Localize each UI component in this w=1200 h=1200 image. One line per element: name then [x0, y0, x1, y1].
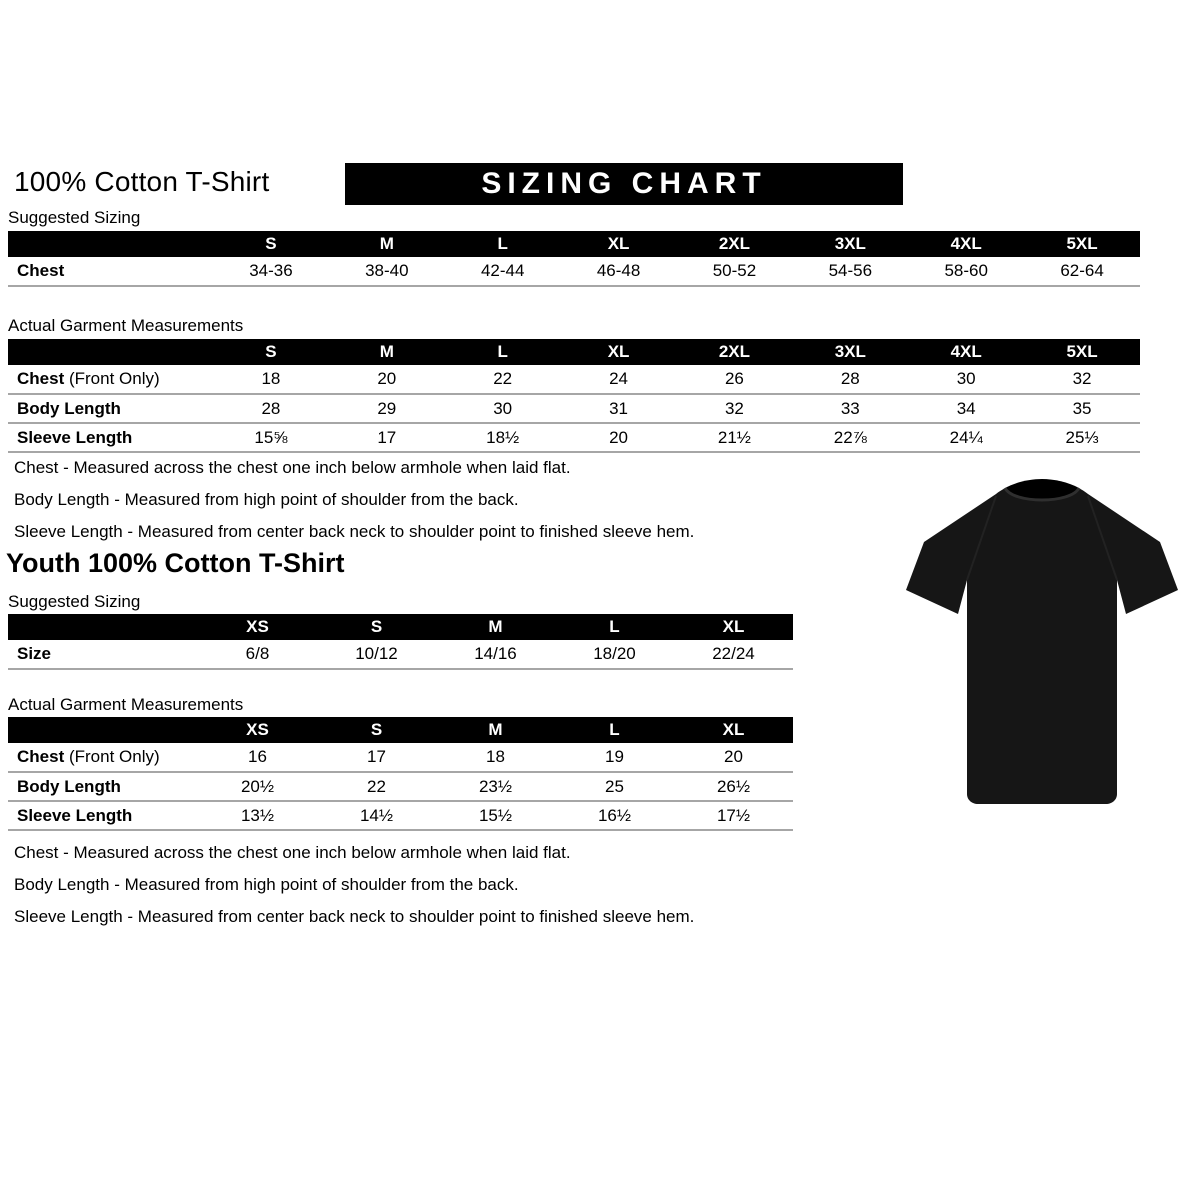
adult-note-sleeve-length: Sleeve Length - Measured from center back neck to shoulder point to finished sleeve hem.: [14, 522, 695, 541]
table-row: [8, 365, 1140, 394]
cell-value: 22: [445, 365, 561, 394]
cell-value: 21½: [677, 423, 793, 452]
cell-value: 33: [792, 394, 908, 423]
cell-value: 24¼: [908, 423, 1024, 452]
size-header-spacer: [8, 339, 213, 365]
size-column-header: XL: [674, 614, 793, 640]
cell-value: 30: [908, 365, 1024, 394]
cell-value: 22⅞: [792, 423, 908, 452]
cell-value: 20: [329, 365, 445, 394]
adult-actual-measurements-label: Actual Garment Measurements: [8, 316, 244, 335]
size-column-header: XL: [561, 339, 677, 365]
size-header-spacer: [8, 231, 213, 257]
size-column-header: S: [317, 717, 436, 743]
row-label: Sleeve Length: [8, 423, 213, 452]
size-column-header: XL: [561, 231, 677, 257]
adult-note-body-length: Body Length - Measured from high point of shoulder from the back.: [14, 490, 519, 509]
size-column-header: S: [213, 339, 329, 365]
size-column-header: M: [436, 717, 555, 743]
cell-value: 20: [674, 743, 793, 772]
cell-value: 16½: [555, 801, 674, 830]
adult-notes: [14, 458, 694, 554]
size-column-header: 3XL: [792, 231, 908, 257]
cell-value: 20½: [198, 772, 317, 801]
size-column-header: 5XL: [1024, 231, 1140, 257]
cell-value: 15½: [436, 801, 555, 830]
size-column-header: M: [329, 339, 445, 365]
adult-actual-measurements-table: [8, 339, 1140, 453]
size-column-header: L: [555, 717, 674, 743]
cell-value: 32: [1024, 365, 1140, 394]
size-column-header: L: [555, 614, 674, 640]
cell-value: 15⅝: [213, 423, 329, 452]
table-row: [8, 772, 793, 801]
adult-note-chest: Chest - Measured across the chest one inch below armhole when laid flat.: [14, 458, 571, 477]
cell-value: 31: [561, 394, 677, 423]
table-row: [8, 640, 793, 669]
size-column-header: 2XL: [677, 231, 793, 257]
size-column-header: L: [445, 231, 561, 257]
cell-value: 6/8: [198, 640, 317, 669]
cell-value: 62-64: [1024, 257, 1140, 286]
cell-value: 42-44: [445, 257, 561, 286]
sizing-chart-banner: SIZING CHART: [345, 163, 903, 205]
size-column-header: L: [445, 339, 561, 365]
cell-value: 13½: [198, 801, 317, 830]
youth-note-sleeve-length: Sleeve Length - Measured from center back neck to shoulder point to finished sleeve hem.: [14, 907, 695, 926]
cell-value: 26: [677, 365, 793, 394]
cell-value: 22: [317, 772, 436, 801]
page-title: 100% Cotton T-Shirt: [14, 166, 270, 197]
size-column-header: 4XL: [908, 231, 1024, 257]
cell-value: 17½: [674, 801, 793, 830]
cell-value: 18: [436, 743, 555, 772]
table-row: [8, 257, 1140, 286]
table-row: [8, 423, 1140, 452]
cell-value: 18/20: [555, 640, 674, 669]
cell-value: 26½: [674, 772, 793, 801]
tshirt-icon: [892, 468, 1192, 820]
cell-value: 14/16: [436, 640, 555, 669]
cell-value: 17: [329, 423, 445, 452]
cell-value: 34-36: [213, 257, 329, 286]
cell-value: 14½: [317, 801, 436, 830]
table-row: [8, 394, 1140, 423]
size-column-header: 4XL: [908, 339, 1024, 365]
size-column-header: XL: [674, 717, 793, 743]
size-header-spacer: [8, 717, 198, 743]
size-column-header: S: [213, 231, 329, 257]
cell-value: 28: [213, 394, 329, 423]
row-label: Chest (Front Only): [8, 365, 213, 394]
cell-value: 29: [329, 394, 445, 423]
size-column-header: M: [436, 614, 555, 640]
cell-value: 23½: [436, 772, 555, 801]
row-label: Chest (Front Only): [8, 743, 198, 772]
cell-value: 46-48: [561, 257, 677, 286]
cell-value: 58-60: [908, 257, 1024, 286]
size-column-header: XS: [198, 717, 317, 743]
youth-note-body-length: Body Length - Measured from high point of shoulder from the back.: [14, 875, 519, 894]
table-row: [8, 743, 793, 772]
cell-value: 32: [677, 394, 793, 423]
youth-suggested-sizing-label: Suggested Sizing: [8, 592, 141, 611]
table-row: [8, 801, 793, 830]
row-label: Size: [8, 640, 198, 669]
adult-suggested-sizing-label: Suggested Sizing: [8, 208, 141, 227]
cell-value: 19: [555, 743, 674, 772]
size-column-header: XS: [198, 614, 317, 640]
youth-suggested-sizing-table: [8, 614, 793, 670]
size-column-header: S: [317, 614, 436, 640]
cell-value: 38-40: [329, 257, 445, 286]
size-column-header: M: [329, 231, 445, 257]
cell-value: 34: [908, 394, 1024, 423]
row-label: Body Length: [8, 394, 213, 423]
size-column-header: 2XL: [677, 339, 793, 365]
youth-note-chest: Chest - Measured across the chest one inch below armhole when laid flat.: [14, 843, 571, 862]
cell-value: 25⅓: [1024, 423, 1140, 452]
cell-value: 17: [317, 743, 436, 772]
cell-value: 20: [561, 423, 677, 452]
youth-notes: [14, 843, 694, 939]
row-label: Body Length: [8, 772, 198, 801]
size-column-header: 3XL: [792, 339, 908, 365]
cell-value: 50-52: [677, 257, 793, 286]
cell-value: 18½: [445, 423, 561, 452]
size-header-spacer: [8, 614, 198, 640]
youth-section-title: Youth 100% Cotton T-Shirt: [6, 548, 345, 578]
youth-actual-measurements-table: [8, 717, 793, 831]
cell-value: 16: [198, 743, 317, 772]
cell-value: 22/24: [674, 640, 793, 669]
cell-value: 54-56: [792, 257, 908, 286]
cell-value: 35: [1024, 394, 1140, 423]
tshirt-image: [892, 468, 1192, 820]
cell-value: 18: [213, 365, 329, 394]
youth-actual-measurements-label: Actual Garment Measurements: [8, 695, 244, 714]
cell-value: 28: [792, 365, 908, 394]
cell-value: 10/12: [317, 640, 436, 669]
cell-value: 30: [445, 394, 561, 423]
size-column-header: 5XL: [1024, 339, 1140, 365]
cell-value: 24: [561, 365, 677, 394]
row-label: Chest: [8, 257, 213, 286]
adult-suggested-sizing-table: [8, 231, 1140, 287]
cell-value: 25: [555, 772, 674, 801]
row-label: Sleeve Length: [8, 801, 198, 830]
